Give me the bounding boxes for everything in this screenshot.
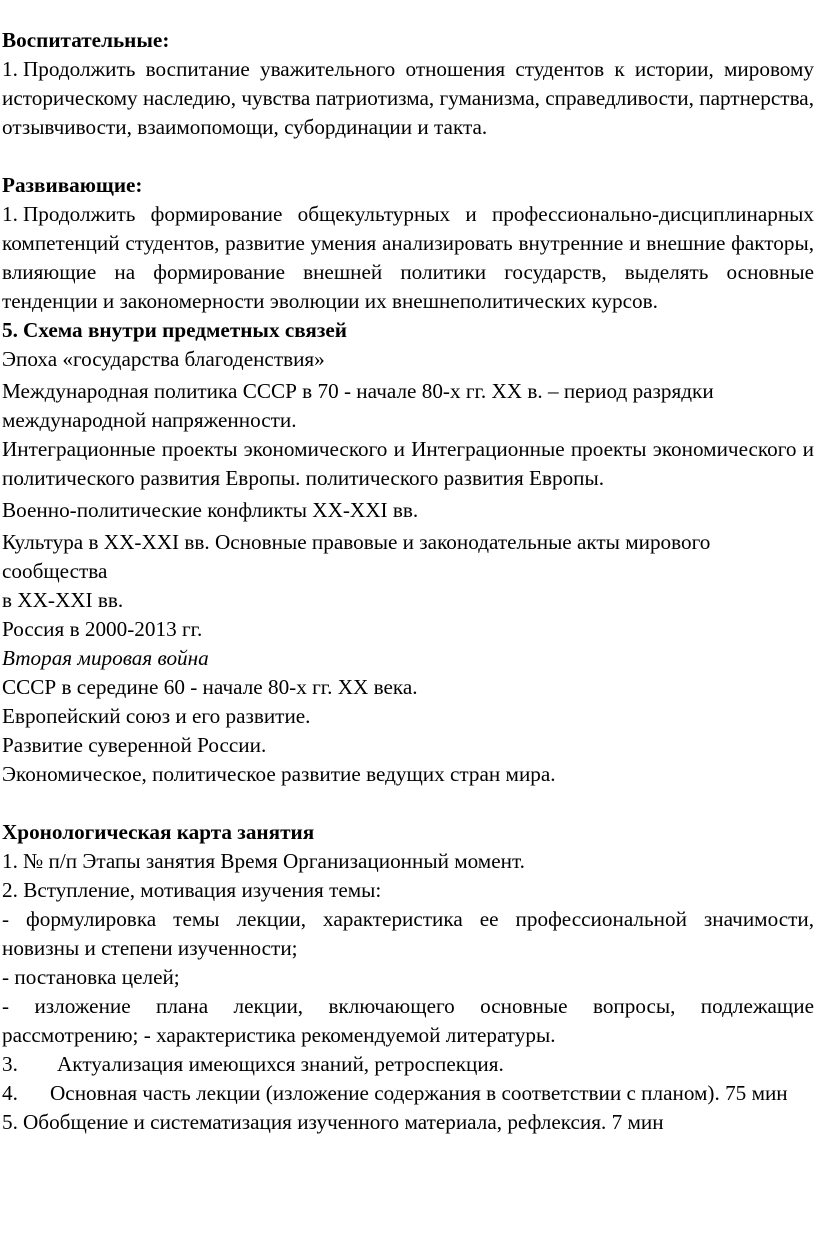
spacer	[2, 142, 814, 171]
chrono-item-number: 5.	[2, 1110, 18, 1134]
links-line: Международная политика СССР в 70 - начале 80-х гг. XX в. – период разрядки международной напряженности.	[2, 379, 714, 432]
links-line: Европейский союз и его развитие.	[2, 704, 311, 728]
chrono-heading: Хронологическая карта занятия	[2, 820, 315, 844]
developmental-item	[2, 200, 814, 316]
educational-heading: Воспитательные:	[2, 28, 170, 52]
links-heading	[2, 316, 814, 345]
links-heading-text: Схема внутри предметных связей	[23, 318, 348, 342]
developmental-heading: Развивающие:	[2, 173, 143, 197]
links-line: Россия в 2000-2013 гг.	[2, 617, 203, 641]
chrono-item	[2, 847, 814, 876]
chrono-item-text: № п/п Этапы занятия Время Организационный момент.	[23, 849, 525, 873]
chrono-item	[2, 1079, 814, 1108]
links-line: СССР в середине 60 - начале 80-х гг. XX века.	[2, 675, 418, 699]
links-heading-number: 5.	[2, 318, 18, 342]
chrono-item-number: 1.	[2, 849, 18, 873]
chrono-item: 2. Вступление, мотивация изучения темы:	[2, 878, 382, 902]
chrono-item-number: 3.	[2, 1052, 18, 1076]
links-line: Экономическое, политическое развитие ведущих стран мира.	[2, 762, 556, 786]
educational-item-number: 1.	[2, 57, 18, 81]
developmental-item-number: 1.	[2, 202, 18, 226]
chrono-item	[2, 1108, 814, 1137]
chrono-subitem: - формулировка темы лекции, характеристика ее профессиональной значимости, новизны и степени изученности;	[2, 907, 814, 960]
chrono-subitem: - изложение плана лекции, включающего основные вопросы, подлежащие рассмотрению; - характеристика рекомендуемой литературы.	[2, 994, 814, 1047]
links-line: Развитие суверенной России.	[2, 733, 267, 757]
educational-item-text: Продолжить воспитание уважительного отношения студентов к истории, мировому историческому наследию, чувства патриотизма, гуманизма, справедливости, партнерства, отзывчивости, взаимопомощи, субординации и такта.	[2, 57, 814, 139]
chrono-subitem: - постановка целей;	[2, 965, 180, 989]
chrono-item-text: Основная часть лекции (изложение содержания в соответствии с планом). 75 мин	[50, 1081, 788, 1105]
links-line: в XX-XXI вв.	[2, 588, 124, 612]
links-line: Культура в XX-XXI вв. Основные правовые и законодательные акты мирового сообщества	[2, 530, 711, 583]
chrono-item-number: 4.	[2, 1081, 18, 1105]
chrono-item	[2, 1050, 814, 1079]
chrono-item-text: Обобщение и систематизация изученного материала, рефлексия. 7 мин	[23, 1110, 664, 1134]
spacer	[2, 789, 814, 818]
links-line: Военно-политические конфликты XX-XXI вв.	[2, 498, 419, 522]
developmental-item-text: Продолжить формирование общекультурных и профессионально-дисциплинарных компетенций студентов, развитие умения анализировать внутренние и внешние факторы, влияющие на формирование внешней политики государств, выделять основные тенденции и закономерности эволюции их внешнеполитических курсов.	[2, 202, 814, 313]
educational-item	[2, 55, 814, 142]
links-line: Эпоха «государства благоденствия»	[2, 347, 325, 371]
links-line: Интеграционные проекты экономического и Интеграционные проекты экономического и политического развития Европы. политического развития Европы.	[2, 437, 814, 490]
links-italic-line: Вторая мировая война	[2, 646, 209, 670]
chrono-item-text: Актуализация имеющихся знаний, ретроспекция.	[57, 1052, 504, 1076]
